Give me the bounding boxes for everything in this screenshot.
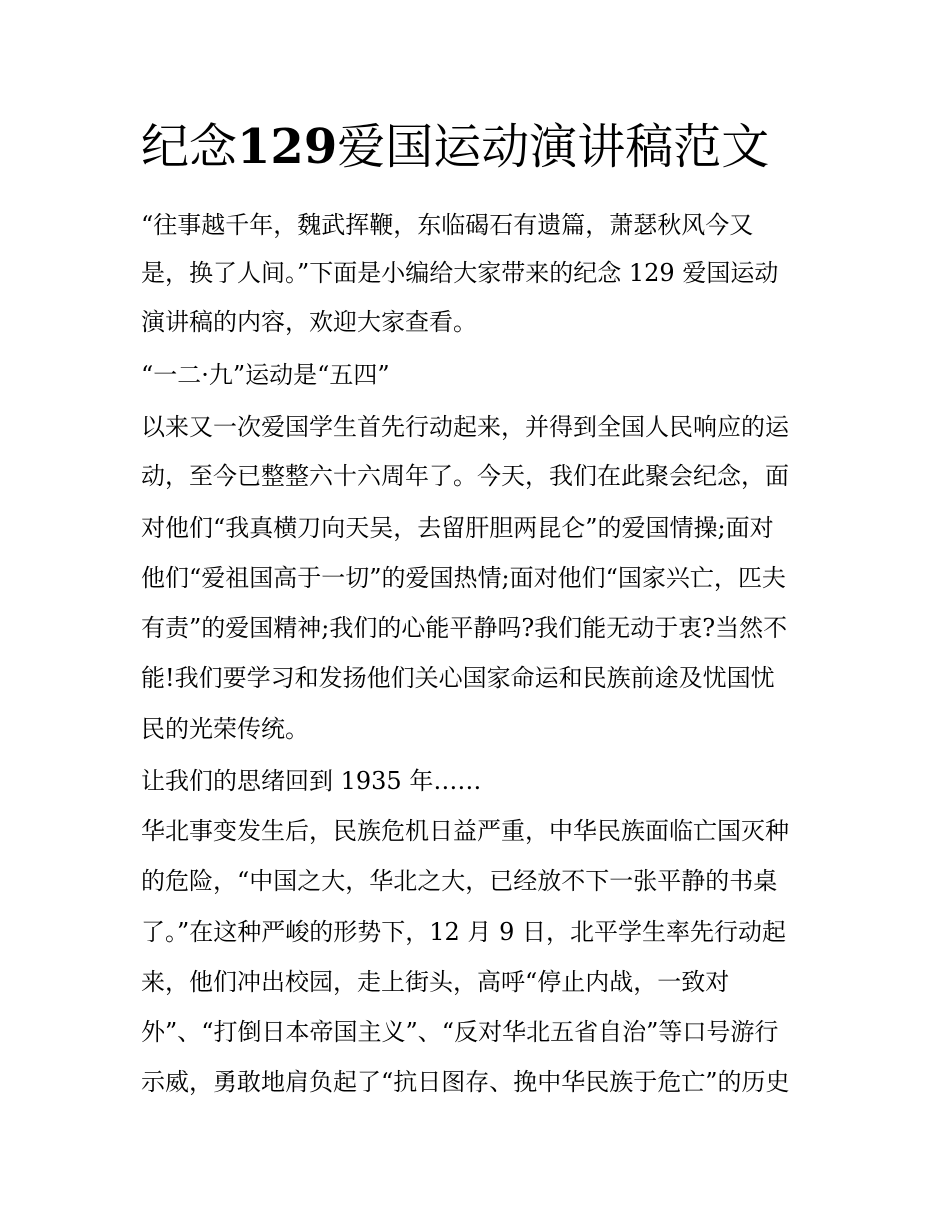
title-number: 129 [237,119,338,175]
body-line-18: 示威，勇敢地肩负起了“抗日图存、挽中华民族于危亡”的历史 [141,1068,790,1096]
title-prefix: 纪念 [141,119,238,175]
document-title [141,117,769,177]
body-line-8: 他们“爱祖国高于一切”的爱国热情;面对他们“国家兴亡，匹夫 [141,564,786,592]
body-line-5: 以来又一次爱国学生首先行动起来，并得到全国人民响应的运 [141,413,789,441]
body-line-7: 对他们“我真横刀向天吴，去留肝胆两昆仑”的爱国情操;面对 [141,514,774,542]
title-suffix: 爱国运动演讲稿范文 [337,119,770,175]
body-line-17: 外”、“打倒日本帝国主义”、“反对华北五省自治”等口号游行 [141,1018,779,1046]
body-line-16: 来，他们冲出校园，走上街头，高呼“停止内战，一致对 [141,968,730,996]
body-line-1: “往事越千年，魏武挥鞭，东临碣石有遗篇，萧瑟秋风今又 [141,211,754,239]
body-line-9: 有责”的爱国精神;我们的心能平静吗?我们能无动于衷?当然不 [141,614,788,642]
body-line-11: 民的光荣传统。 [141,715,309,743]
body-line-14: 的危险，“中国之大，华北之大，已经放不下一张平静的书桌 [141,867,778,895]
body-line-15: 了。”在这种严峻的形势下，12 月 9 日，北平学生率先行动起 [141,918,786,946]
body-line-13: 华北事变发生后，民族危机日益严重，中华民族面临亡国灭种 [141,817,789,845]
body-line-10: 能!我们要学习和发扬他们关心国家命运和民族前途及忧国忧 [141,664,775,692]
body-line-12: 让我们的思绪回到 1935 年…… [141,767,482,795]
body-line-3: 演讲稿的内容，欢迎大家查看。 [141,308,477,336]
body-line-4: “一二·九”运动是“五四” [141,361,390,389]
body-line-6: 动，至今已整整六十六周年了。今天，我们在此聚会纪念，面 [141,462,789,490]
body-line-2: 是，换了人间。”下面是小编给大家带来的纪念 129 爱国运动 [141,259,779,287]
